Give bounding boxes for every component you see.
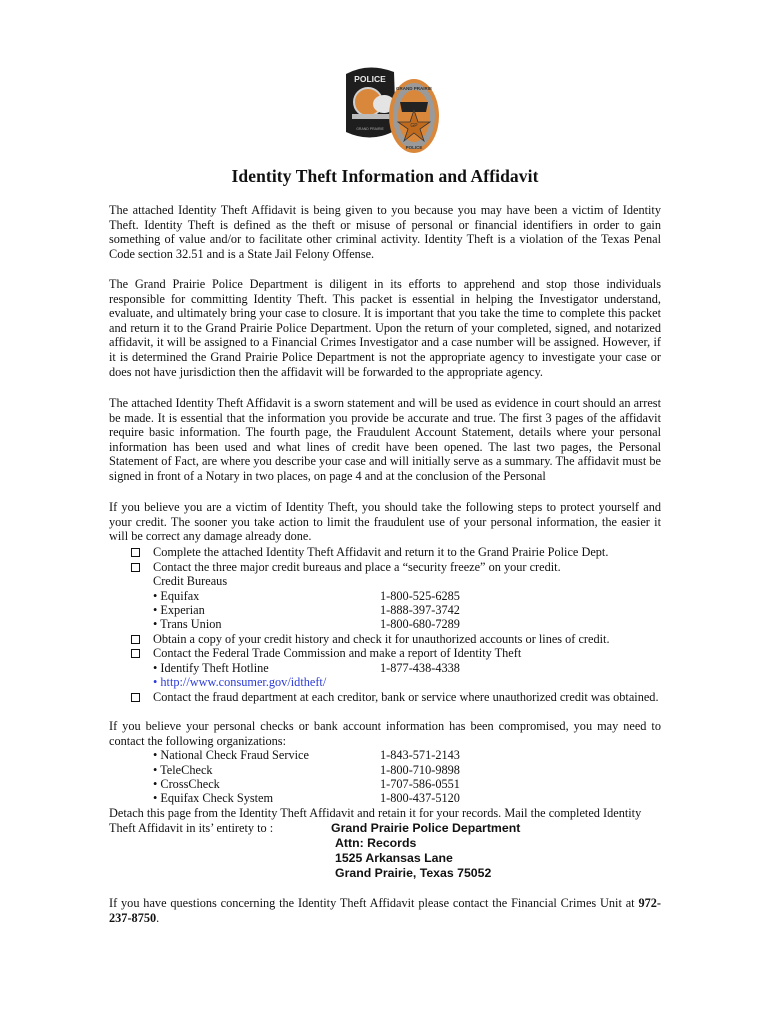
svg-text:GRAND PRAIRIE: GRAND PRAIRIE [356,127,384,131]
check-org-phone: 1-707-586-0551 [380,777,460,791]
intro-paragraph: The attached Identity Theft Affidavit is being given to you because you may have been a victim of Identity Theft. Identity Theft is defined as the theft or misuse of personal or financial identifiers in order to gain something of value and/or to facilitate other criminal activity. Identity Theft is a violation of the Texas Penal Code section 32.51 and is a State Jail Felony Offense. [109,203,661,261]
svg-text:POLICE: POLICE [405,145,423,150]
police-logos [338,60,448,160]
checks-intro-line2: contact the following organizations: [109,733,287,748]
credit-bureaus-heading: Credit Bureaus [153,574,228,588]
step-1-text: Complete the attached Identity Theft Affidavit and return it to the Grand Prairie Police Dept. [153,545,609,559]
bureau-name: • Trans Union [153,617,222,631]
ftc-hotline-name: • Identify Theft Hotline [153,661,269,675]
step-1-checkbox[interactable] [131,548,140,557]
department-paragraph: The Grand Prairie Police Department is diligent in its efforts to apprehend and stop those individuals responsible for committing Identity Theft. This packet is essential in helping the Investigator understand, evaluate, and ultimately bring your case to closure. It is important that you take the time to complete this packet and return it to the Grand Prairie Police Department. Upon the return of your completed, signed, and notarized affidavit, it will be assigned to a Financial Crimes Investigator and a case number will be assigned. However, if it is determined the Grand Prairie Police Department is not the appropriate agency to investigate your case or does not have jurisdiction then the affidavit will be forwarded to the appropriate agency. [109,277,661,379]
contact-paragraph [109,896,661,925]
step-5-line: Contact the fraud department at each creditor, bank or service where unauthorized credit was [153,690,611,704]
bureau-phone: 1-888-397-3742 [380,603,460,617]
ftc-idtheft-link[interactable]: http://www.consumer.gov/idtheft/ [160,675,327,689]
police-patch-icon [338,60,448,160]
step-2-checkbox[interactable] [131,563,140,572]
page-title: Identity Theft Information and Affidavit [231,166,539,186]
steps-intro-paragraph: If you believe you are a victim of Identity Theft, you should take the following steps to protect yourself and your credit. The sooner you take action to limit the fraudulent use of your personal information, the easier it will be correct any damage already done. [109,500,661,544]
affidavit-paragraph: The attached Identity Theft Affidavit is a sworn statement and will be used as evidence in court should an arrest be made. It is essential that the information you provide be accurate and true. The first 3 pages of the affidavit require basic information. The fourth page, the Fraudulent Account Statement, details where your personal information has been used and what lines of credit have been opened. The last two pages, the Personal Statement of Fact, are where you describe your case and will initially serve as a summary. The affidavit must be signed in front of a Notary in two places, on page 4 and at the conclusion of the Personal [109,396,661,483]
step-3-checkbox[interactable] [131,635,140,644]
bureau-phone: 1-800-680-7289 [380,617,460,631]
check-org-name: • Equifax Check System [153,791,274,805]
svg-text:GP: GP [410,123,418,129]
checks-intro [109,719,661,748]
contact-text: If you have questions concerning the Identity Theft Affidavit please contact the Financial Crimes Unit at [109,896,635,910]
svg-text:GRAND PRAIRIE: GRAND PRAIRIE [395,86,433,91]
check-org-name: • TeleCheck [153,763,213,777]
step-5-checkbox[interactable] [131,693,140,702]
step-2-text: Contact the three major credit bureaus and place a “security freeze” on your credit. [153,560,561,574]
bureau-phone: 1-800-525-6285 [380,589,460,603]
step-5-continuation: obtained. [613,690,659,704]
step-4-checkbox[interactable] [131,649,140,658]
step-5-text [153,690,661,705]
mail-instructions-line2: Theft Affidavit in its’ entirety to : [109,821,274,835]
check-org-phone: 1-800-437-5120 [380,791,460,805]
check-org-name: • CrossCheck [153,777,220,791]
ftc-link-row [153,675,326,690]
step-3-text: Obtain a copy of your credit history and check it for unauthorized accounts or lines of credit. [153,632,610,646]
address-line: Grand Prairie, Texas 75052 [335,866,492,880]
bureau-name: • Experian [153,603,205,617]
mail-instructions-line1: Detach this page from the Identity Theft Affidavit and retain it for your records. Mail the completed Identity [109,806,642,820]
check-org-phone: 1-800-710-9898 [380,763,460,777]
address-line: 1525 Arkansas Lane [335,851,453,865]
address-line: Attn: Records [335,836,417,850]
step-4-text: Contact the Federal Trade Commission and make a report of Identity Theft [153,646,522,660]
check-org-name: • National Check Fraud Service [153,748,309,762]
financial-crimes-phone: 972-237-8750 [109,896,661,925]
svg-text:POLICE: POLICE [354,74,386,84]
check-org-phone: 1-843-571-2143 [380,748,460,762]
address-line: Grand Prairie Police Department [331,821,521,835]
checks-intro-line1: If you believe your personal checks or bank account information has been compromised, you may need to [109,719,661,733]
bureau-name: • Equifax [153,589,200,603]
link-bullet: • [153,675,161,689]
contact-end: . [156,910,160,925]
ftc-hotline-phone: 1-877-438-4338 [380,661,460,675]
